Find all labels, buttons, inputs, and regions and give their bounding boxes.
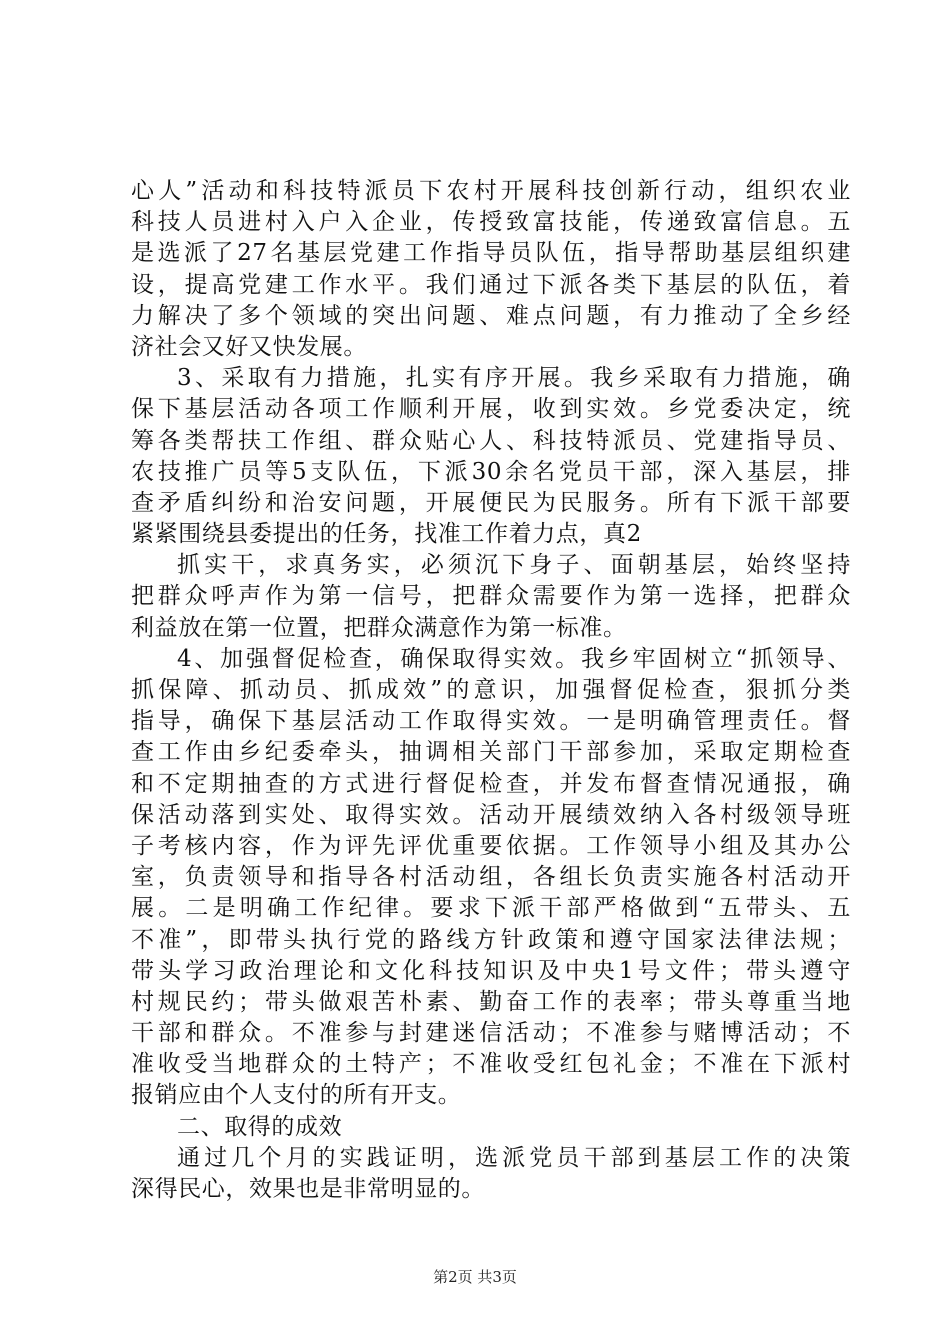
text-line: 是选派了27名基层党建工作指导员队伍，指导帮助基层组织建 <box>131 240 851 267</box>
text-line: 查矛盾纠纷和治安问题，开展便民为民服务。所有下派干部要 <box>131 489 851 516</box>
text-line: 通过几个月的实践证明，选派党员干部到基层工作的决策 <box>177 1144 851 1171</box>
page-footer: 第2页 共3页 <box>433 1268 517 1286</box>
text-line: 子考核内容，作为评先评优重要依据。工作领导小组及其办公 <box>131 832 851 859</box>
text-line: 利益放在第一位置，把群众满意作为第一标准。 <box>131 614 627 641</box>
document-body <box>131 176 851 1205</box>
text-line: 3、采取有力措施，扎实有序开展。我乡采取有力措施，确 <box>177 365 851 392</box>
text-line: 济社会又好又快发展。 <box>131 333 367 360</box>
text-line: 展。二是明确工作纪律。要求下派干部严格做到“五带头、五 <box>131 895 851 922</box>
text-line: 村规民约；带头做艰苦朴素、勤奋工作的表率；带头尊重当地 <box>131 988 851 1015</box>
text-line: 心人”活动和科技特派员下农村开展科技创新行动，组织农业 <box>131 178 851 204</box>
text-line: 准收受当地群众的土特产；不准收受红包礼金；不准在下派村 <box>131 1051 851 1078</box>
text-line: 室，负责领导和指导各村活动组，各组长负责实施各村活动开 <box>131 864 851 891</box>
text-line: 农技推广员等5支队伍，下派30余名党员干部，深入基层，排 <box>131 458 851 485</box>
text-line: 二、取得的成效 <box>177 1113 343 1140</box>
text-line: 筹各类帮扶工作组、群众贴心人、科技特派员、党建指导员、 <box>131 427 851 454</box>
text-line: 抓实干，求真务实，必须沉下身子、面朝基层，始终坚持 <box>177 552 851 579</box>
text-line: 干部和群众。不准参与封建迷信活动；不准参与赌博活动；不 <box>131 1020 851 1047</box>
text-line: 不准”，即带头执行党的路线方针政策和遵守国家法律法规； <box>131 926 851 953</box>
text-line: 保下基层活动各项工作顺利开展，收到实效。乡党委决定，统 <box>131 396 851 423</box>
text-line: 4、加强督促检查，确保取得实效。我乡牢固树立“抓领导、 <box>177 645 851 672</box>
text-line: 紧紧围绕县委提出的任务，找准工作着力点，真2 <box>131 521 642 548</box>
text-line: 和不定期抽查的方式进行督促检查，并发布督查情况通报，确 <box>131 770 851 797</box>
text-line: 保活动落到实处、取得实效。活动开展绩效纳入各村级领导班 <box>131 801 851 828</box>
text-line: 把群众呼声作为第一信号，把群众需要作为第一选择，把群众 <box>131 583 851 610</box>
text-line: 报销应由个人支付的所有开支。 <box>131 1082 462 1109</box>
text-line: 设，提高党建工作水平。我们通过下派各类下基层的队伍，着 <box>131 271 851 298</box>
text-line: 抓保障、抓动员、抓成效”的意识，加强督促检查，狠抓分类 <box>131 677 851 703</box>
text-line: 深得民心，效果也是非常明显的。 <box>131 1176 485 1202</box>
text-line: 力解决了多个领域的突出问题、难点问题，有力推动了全乡经 <box>131 302 851 329</box>
text-line: 科技人员进村入户入企业，传授致富技能，传递致富信息。五 <box>131 209 851 236</box>
text-line: 查工作由乡纪委牵头，抽调相关部门干部参加，采取定期检查 <box>131 739 851 766</box>
text-line: 指导，确保下基层活动工作取得实效。一是明确管理责任。督 <box>131 708 851 735</box>
text-line: 带头学习政治理论和文化科技知识及中央1号文件；带头遵守 <box>131 957 851 984</box>
